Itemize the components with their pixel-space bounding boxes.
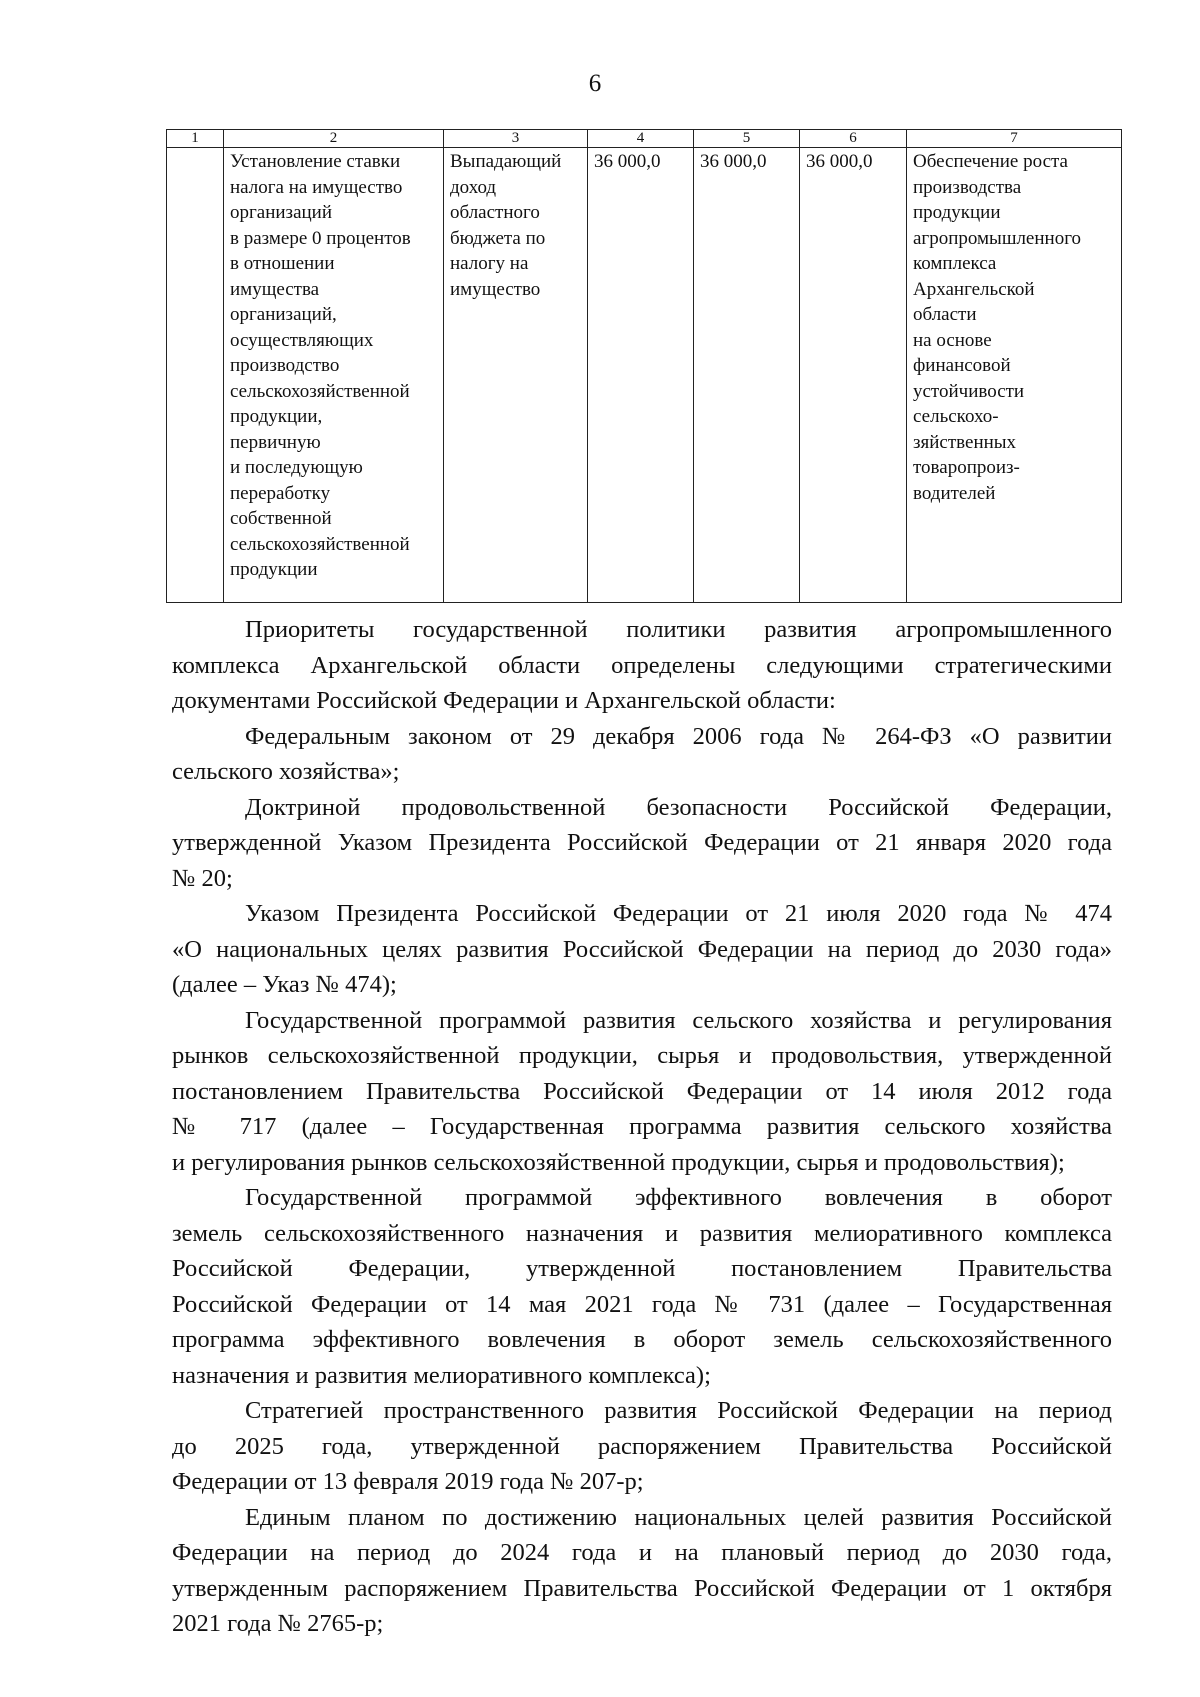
cell-line: водителей (913, 482, 996, 504)
cell-line: товаропроиз- (913, 457, 1020, 478)
cell-line: собственной (230, 508, 332, 529)
cell-line: областного (450, 202, 540, 223)
cell-line: продукции (913, 202, 1001, 223)
value-cell: 36 000,0 (588, 148, 694, 603)
cell-line: зяйственных (913, 431, 1017, 453)
paragraph-line: Единым планом по достижению национальных целей развития Российской (245, 1503, 1112, 1531)
paragraph-line: № 717 (далее – Государственная программа развития сельского хозяйства (172, 1113, 1112, 1140)
cell-line: производство (230, 355, 340, 376)
cell-line: продукции, (230, 406, 323, 427)
paragraph-line: документами Российской Федерации и Архангельской области: (172, 687, 836, 714)
paragraph-line: до 2025 года, утвержденной распоряжением Правительства Российской (172, 1432, 1112, 1460)
cell-line: сельскохо- (913, 406, 999, 427)
cell-line: в отношении (230, 253, 335, 274)
cell-line: Обеспечение роста (913, 151, 1068, 172)
cell-line: и последующую (230, 457, 363, 478)
value-cell: 36 000,0 (694, 148, 800, 603)
paragraph-line: и регулирования рынков сельскохозяйственной продукции, сырья и продовольствия); (172, 1148, 1065, 1176)
paragraph-line: назначения и развития мелиоративного комплекса); (172, 1361, 711, 1389)
cell-line: на основе (913, 329, 992, 351)
cell-line: Установление ставки (230, 151, 401, 172)
paragraph-line: Доктриной продовольственной безопасности Российской Федерации, (245, 793, 1112, 821)
column-number: 7 (907, 130, 1122, 148)
paragraph (172, 1393, 1112, 1500)
paragraph (172, 612, 1112, 719)
table-row (167, 148, 1122, 603)
paragraph-line: «О национальных целях развития Российской Федерации на период до 2030 года» (172, 935, 1112, 963)
cell-line: налога на имущество (230, 176, 403, 198)
cell-line: финансовой (913, 355, 1011, 376)
cell-line: устойчивости (913, 380, 1025, 402)
paragraph (172, 1180, 1112, 1393)
cell-line: организаций, (230, 304, 337, 325)
cell-line: комплекса (913, 253, 997, 274)
paragraph-line: Российской Федерации, утвержденной постановлением Правительства (172, 1255, 1112, 1282)
paragraph (172, 1003, 1112, 1181)
column-number: 5 (694, 130, 800, 148)
paragraph-line: Федеральным законом от 29 декабря 2006 года № 264-ФЗ «О развитии (245, 722, 1112, 750)
paragraph-line: сельского хозяйства»; (172, 758, 400, 785)
cell-line: сельскохозяйственной (230, 380, 410, 402)
paragraph-line: 2021 года № 2765-р; (172, 1610, 384, 1637)
paragraph-line: Стратегией пространственного развития Российской Федерации на период (245, 1397, 1112, 1424)
measures-table (166, 129, 1122, 603)
paragraph-line: комплекса Архангельской области определены следующими стратегическими (172, 651, 1112, 679)
paragraph-line: Российской Федерации от 14 мая 2021 года № 731 (далее – Государственная (172, 1290, 1112, 1318)
paragraph-line: Федерации от 13 февраля 2019 года № 207-р; (172, 1468, 644, 1495)
cell-line: области (913, 304, 977, 325)
column-number: 6 (800, 130, 907, 148)
body-text (172, 612, 1112, 1642)
paragraph (172, 790, 1112, 897)
paragraph-line: (далее – Указ № 474); (172, 971, 397, 998)
cell-line: Выпадающий (450, 151, 562, 172)
paragraph (172, 896, 1112, 1003)
cell-line: сельскохозяйственной (230, 533, 410, 555)
paragraph-line: Государственной программой эффективного вовлечения в оборот (245, 1184, 1112, 1211)
cell-line: бюджета по (450, 227, 546, 249)
column-number: 3 (444, 130, 588, 148)
cell-line: налогу на (450, 253, 529, 274)
cell-line: осуществляющих (230, 329, 374, 351)
cell-line: имущество (450, 278, 541, 300)
measure-name-cell (224, 148, 444, 603)
cell-line: в размере 0 процентов (230, 227, 411, 249)
column-number: 1 (167, 130, 224, 148)
cell-line: имущества (230, 278, 320, 300)
paragraph (172, 719, 1112, 790)
paragraph-line: Федерации на период до 2024 года и на плановый период до 2030 года, (172, 1539, 1112, 1566)
paragraph-line: утвержденной Указом Президента Российской Федерации от 21 января 2020 года (172, 829, 1112, 856)
value-cell: 36 000,0 (800, 148, 907, 603)
paragraph-line: постановлением Правительства Российской Федерации от 14 июля 2012 года (172, 1077, 1112, 1105)
cell-line: производства (913, 176, 1022, 198)
cell-line: доход (450, 176, 497, 198)
cell-line: переработку (230, 482, 331, 504)
column-number: 2 (224, 130, 444, 148)
paragraph-line: Государственной программой развития сельского хозяйства и регулирования (245, 1006, 1112, 1034)
paragraph-line: земель сельскохозяйственного назначения и развития мелиоративного комплекса (172, 1219, 1112, 1247)
indicator-cell (444, 148, 588, 603)
paragraph (172, 1500, 1112, 1642)
paragraph-line: программа эффективного вовлечения в оборот земель сельскохозяйственного (172, 1326, 1112, 1353)
cell-line: продукции (230, 559, 318, 580)
column-number-row (167, 130, 1122, 148)
column-number: 4 (588, 130, 694, 148)
cell-line: агропромышленного (913, 227, 1082, 249)
row-index-cell (167, 148, 224, 603)
cell-line: организаций (230, 202, 333, 223)
cell-line: Архангельской (913, 278, 1035, 300)
paragraph-line: № 20; (172, 864, 233, 892)
page-number: 6 (588, 70, 602, 97)
paragraph-line: рынков сельскохозяйственной продукции, сырья и продовольствия, утвержденной (172, 1042, 1112, 1069)
paragraph-line: Приоритеты государственной политики развития агропромышленного (245, 616, 1112, 643)
paragraph-line: Указом Президента Российской Федерации от 21 июля 2020 года № 474 (245, 900, 1112, 927)
paragraph-line: утвержденным распоряжением Правительства Российской Федерации от 1 октября (172, 1574, 1112, 1602)
cell-line: первичную (230, 431, 321, 453)
goal-cell (907, 148, 1122, 603)
